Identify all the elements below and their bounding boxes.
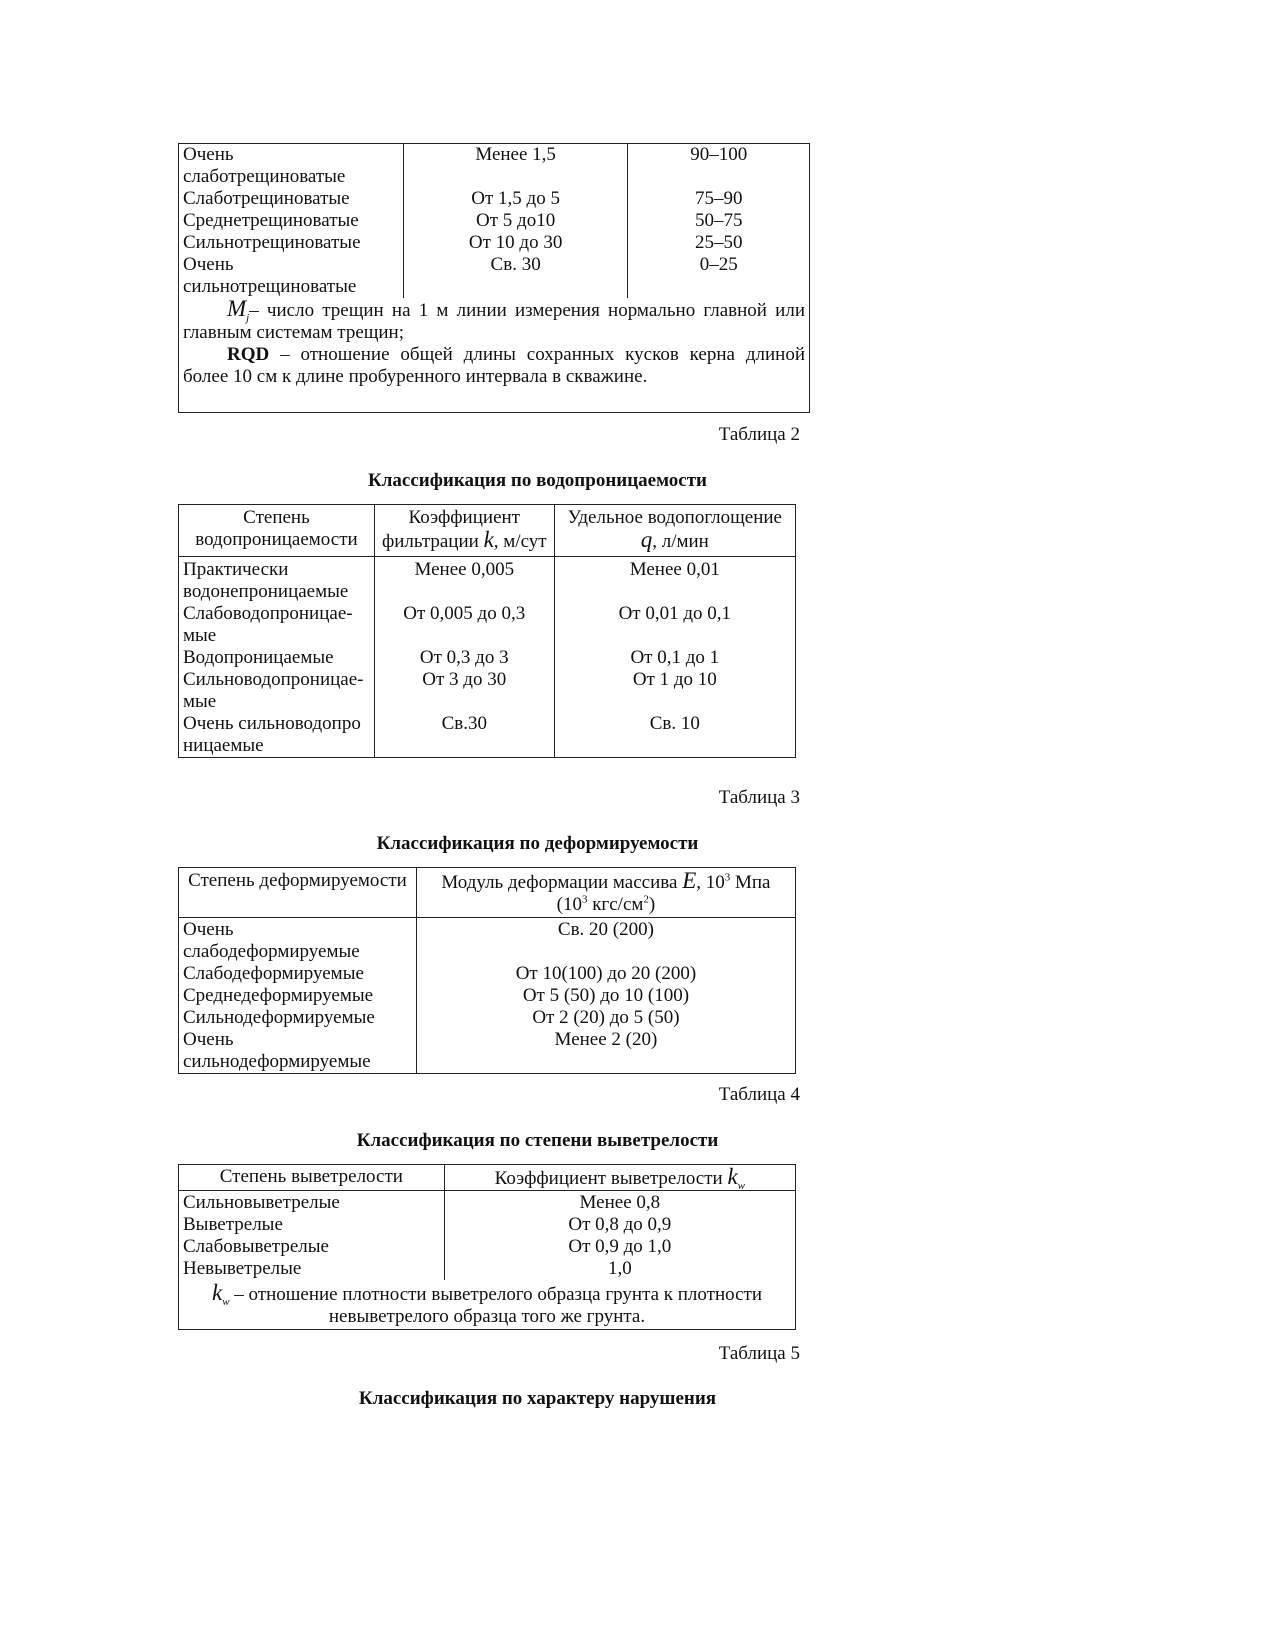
table-row: [179, 1214, 796, 1236]
fracture-degree-cell: Слаботрещиноватые: [179, 188, 404, 210]
rqd-text: – отношение общей длины сохранных кусков керна длиной более 10 см к длине пробуренного интервала в скважине.: [183, 344, 805, 387]
modulus-value-cell: От 2 (20) до 5 (50): [532, 1007, 680, 1028]
table-row: [179, 210, 810, 232]
header-weathering-degree: Степень выветрелости: [179, 1165, 445, 1191]
fracture-count-cell: От 5 до10: [403, 210, 628, 232]
table-header-row: [179, 505, 796, 557]
table-row: [179, 1236, 796, 1258]
fracture-degree-cell: Сильнотрещиноватые: [179, 232, 404, 254]
weathering-value-cell: От 0,8 до 0,9: [568, 1214, 672, 1235]
filtration-value-cell: Св.30: [374, 713, 554, 758]
e-symbol: E: [682, 868, 697, 893]
deformability-degree-cell: Очень слабодеформируемые: [179, 918, 417, 964]
header-modulus-pre: Модуль деформации массива: [441, 872, 683, 893]
table-row: [179, 603, 796, 647]
weathering-value-cell: 1,0: [607, 1258, 632, 1279]
table-note: [179, 298, 810, 413]
header-water-absorption: [554, 505, 795, 557]
table-caption: Таблица 2: [718, 424, 800, 445]
note-rqd: [183, 344, 805, 388]
weathering-value-cell: От 0,9 до 1,0: [568, 1236, 672, 1257]
fracture-count-cell: От 1,5 до 5: [403, 188, 628, 210]
weathering-degree-cell: Слабовыветрелые: [179, 1236, 445, 1258]
kw-note-subscript: w: [222, 1295, 230, 1308]
permeability-table: [178, 504, 796, 758]
table-row: [179, 1258, 796, 1280]
table-row: [179, 144, 810, 189]
header-absorption-pre: Удельное водопоглощение: [567, 507, 782, 528]
table-row: [179, 188, 810, 210]
table-row: [179, 1191, 796, 1215]
absorption-value-cell: От 0,1 до 1: [630, 647, 720, 668]
kw-note-text: – отношение плотности выветрелого образца грунта к плотности невыветрелого образца того же грунта.: [229, 1284, 763, 1327]
header-modulus-l2-exp: 3: [581, 893, 588, 906]
table-row: [179, 1007, 796, 1029]
fracture-count-cell: От 10 до 30: [403, 232, 628, 254]
fracture-table: [178, 143, 810, 413]
mj-subscript: j: [246, 311, 250, 324]
absorption-value-cell: Менее 0,01: [629, 559, 720, 580]
absorption-value-cell: От 1 до 10: [632, 669, 717, 690]
fracture-count-cell: Менее 1,5: [403, 144, 628, 189]
weathering-degree-cell: Выветрелые: [179, 1214, 445, 1236]
header-modulus-unit: Мпа: [730, 872, 771, 893]
deformability-table: [178, 867, 796, 1074]
header-weathering-coefficient: [444, 1165, 795, 1191]
permeability-degree-cell: Очень сильноводопроницаемые: [179, 713, 375, 758]
kw-note-symbol: k: [211, 1280, 223, 1305]
table-row: [179, 1029, 796, 1074]
table-note-row: [179, 298, 810, 413]
rqd-cell: 50–75: [694, 210, 743, 231]
deformability-degree-cell: Очень сильнодеформируемые: [179, 1029, 417, 1074]
weathering-degree-cell: Сильновыветрелые: [179, 1191, 445, 1215]
weathering-table: [178, 1164, 796, 1330]
fracture-count-cell: Св. 30: [403, 254, 628, 298]
header-filtration-coefficient: [374, 505, 554, 557]
table-row: [179, 713, 796, 758]
table-row: [179, 647, 796, 669]
header-modulus-mid: , 10: [696, 872, 725, 893]
table-row: [179, 985, 796, 1007]
header-filtration-unit: , м/сут: [493, 531, 547, 552]
fracture-degree-cell: Очень слаботрещиноватые: [179, 144, 404, 189]
deformability-degree-cell: Слабодеформируемые: [179, 963, 417, 985]
permeability-degree-cell: Практически водонепроницаемые: [179, 557, 375, 604]
deformability-degree-cell: Среднедеформируемые: [179, 985, 417, 1007]
table-note: [179, 1280, 796, 1330]
filtration-value-cell: От 0,3 до 3: [374, 647, 554, 669]
weathering-value-cell: Менее 0,8: [579, 1192, 661, 1213]
modulus-value-cell: Менее 2 (20): [554, 1029, 658, 1050]
deformability-degree-cell: Сильнодеформируемые: [179, 1007, 417, 1029]
permeability-degree-cell: Слабоводопроницае-мые: [179, 603, 375, 647]
header-modulus-l2-pre: (10: [556, 894, 582, 915]
table-row: [179, 918, 796, 964]
permeability-degree-cell: Сильноводопроницае-мые: [179, 669, 375, 713]
modulus-value-cell: Св. 20 (200): [557, 919, 654, 940]
table-note-row: [179, 1280, 796, 1330]
q-symbol: q: [640, 527, 653, 552]
table-title: Классификация по деформируемости: [376, 833, 699, 854]
filtration-value-cell: От 3 до 30: [374, 669, 554, 713]
rqd-cell: 25–50: [694, 232, 743, 253]
header-modulus-l2-mid: кгс/см: [587, 894, 644, 915]
header-modulus-l2-exp2: 2: [643, 893, 649, 906]
table-row: [179, 232, 810, 254]
header-absorption-unit: , л/мин: [652, 531, 709, 552]
note-mj: [183, 298, 805, 344]
header-deformation-modulus: [416, 868, 795, 918]
table-header-row: [179, 1165, 796, 1191]
table-row: [179, 963, 796, 985]
filtration-value-cell: Менее 0,005: [374, 557, 554, 604]
header-weathering-pre: Коэффициент выветрелости: [494, 1168, 728, 1189]
table-row: [179, 557, 796, 604]
permeability-degree-cell: Водопроницаемые: [179, 647, 375, 669]
k-symbol: k: [483, 527, 494, 552]
table-row: [179, 254, 810, 298]
table-caption: Таблица 4: [718, 1084, 800, 1105]
mj-symbol: M: [227, 296, 247, 321]
absorption-value-cell: Св. 10: [649, 713, 700, 734]
table-title: Классификация по степени выветрелости: [356, 1130, 719, 1151]
fracture-degree-cell: Очень сильнотрещиноватые: [179, 254, 404, 298]
modulus-value-cell: От 10(100) до 20 (200): [515, 963, 697, 984]
weathering-degree-cell: Невыветрелые: [179, 1258, 445, 1280]
rqd-cell: 75–90: [694, 188, 743, 209]
modulus-value-cell: От 5 (50) до 10 (100): [522, 985, 690, 1006]
mj-text: – число трещин на 1 м линии измерения нормально главной или главным системам трещин;: [183, 300, 805, 343]
rqd-cell: 0–25: [699, 254, 738, 275]
table-header-row: [179, 868, 796, 918]
rqd-cell: 90–100: [690, 144, 748, 165]
table-title: Классификация по водопроницаемости: [367, 470, 707, 491]
rqd-term: RQD: [227, 344, 270, 365]
kw-symbol: k: [727, 1164, 738, 1189]
fracture-table-body: [179, 144, 810, 413]
table-title: Классификация по характеру нарушения: [358, 1388, 717, 1409]
header-filtration-pre: Коэффициент фильтрации: [381, 507, 520, 552]
header-modulus-l2-post: ): [648, 894, 656, 915]
absorption-value-cell: От 0,01 до 0,1: [618, 603, 732, 624]
header-permeability-degree: Степень водопроницаемости: [179, 505, 375, 557]
fracture-degree-cell: Среднетрещиноватые: [179, 210, 404, 232]
table-row: [179, 669, 796, 713]
header-deformability-degree: Степень деформируемости: [179, 868, 417, 918]
header-modulus-exp: 3: [724, 871, 731, 884]
table-caption: Таблица 3: [718, 787, 800, 808]
kw-subscript: w: [737, 1179, 746, 1192]
filtration-value-cell: От 0,005 до 0,3: [374, 603, 554, 647]
table-caption: Таблица 5: [718, 1343, 800, 1364]
